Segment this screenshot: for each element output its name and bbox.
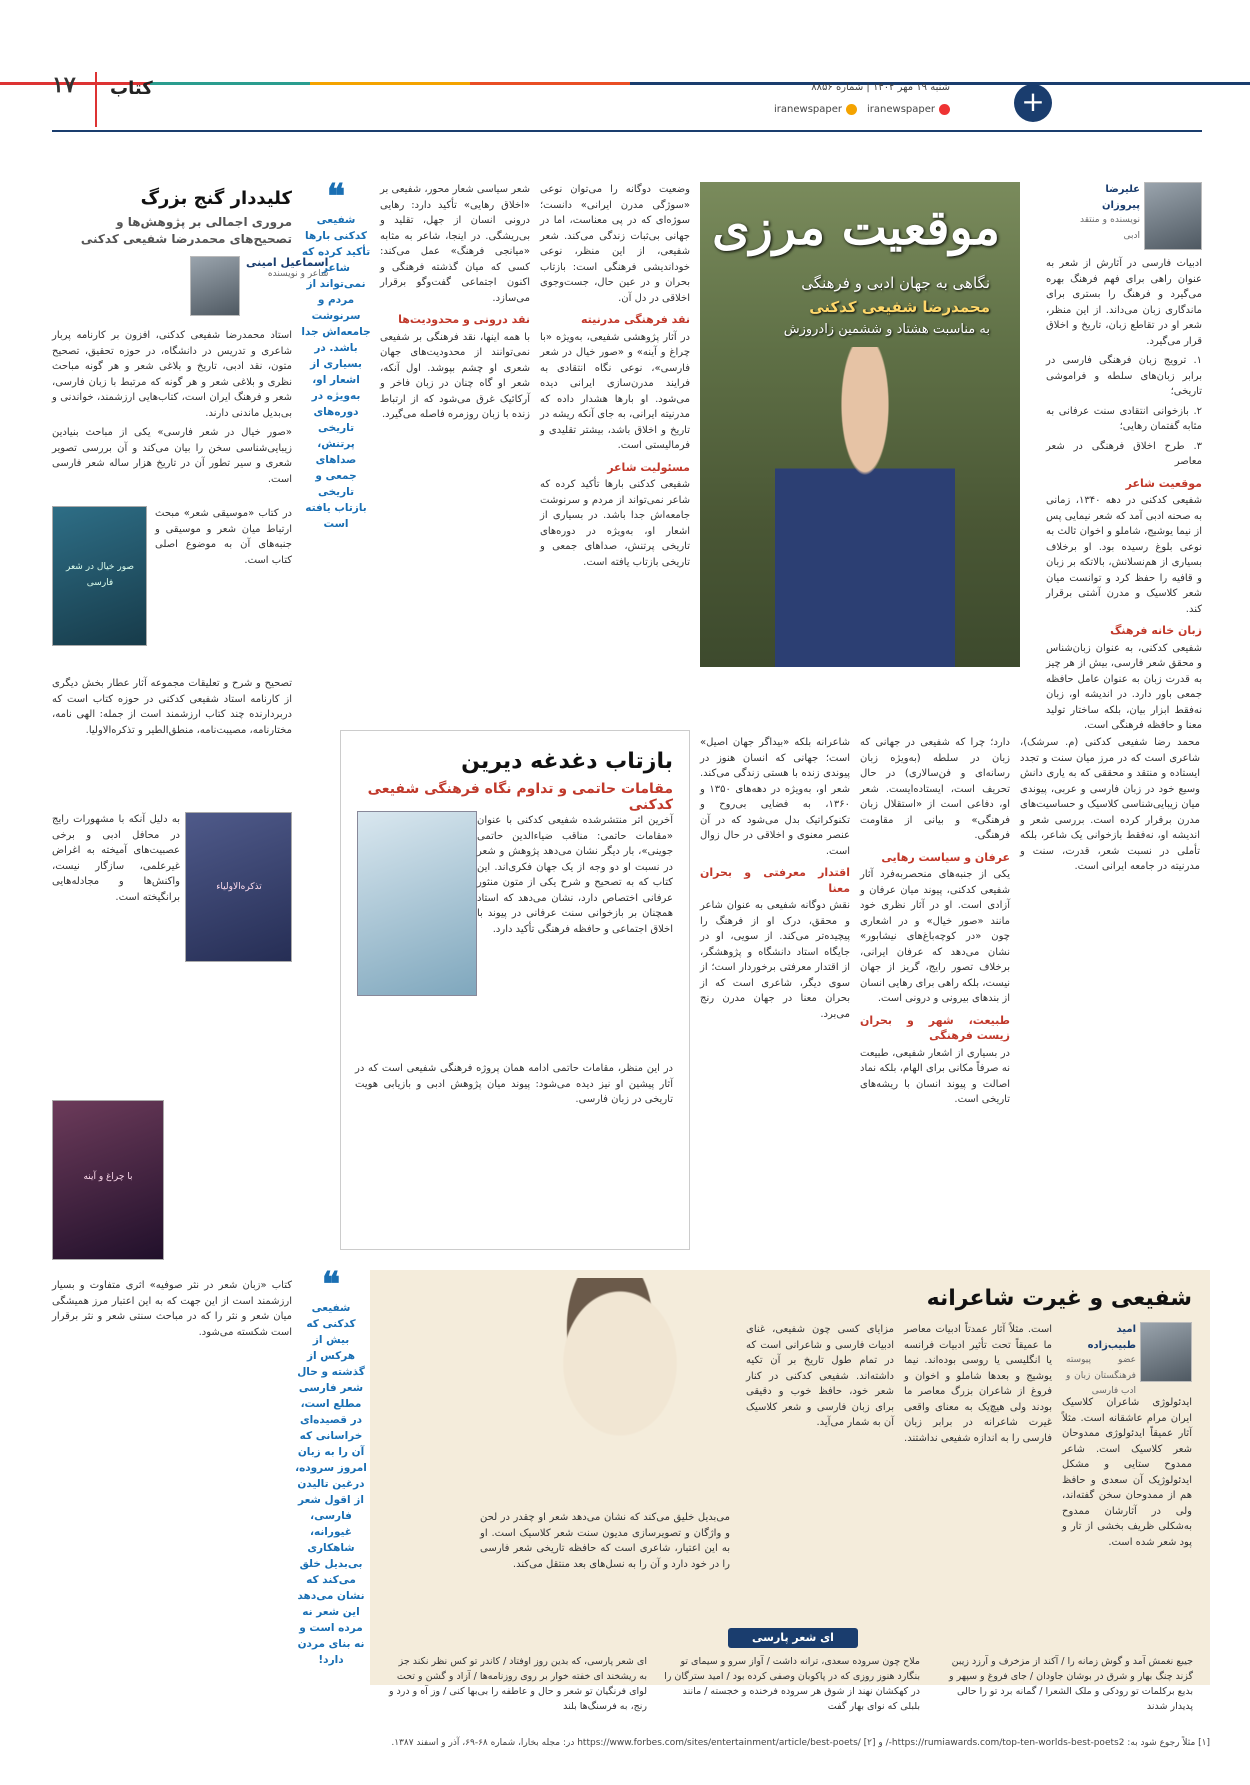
social-handles [774,104,950,115]
list-item: ۱. ترویج زبان فرهنگی فارسی در برابر زبان‌های سلطه و فراموشی تاریخی؛ [1046,355,1202,397]
list-item: ۲. بازخوانی انتقادی سنت عرفانی به مثابه گفتمان رهایی؛ [1046,405,1202,432]
page-number: ۱۷ [52,72,76,98]
subheading: نقد درونی و محدودیت‌ها [398,313,530,326]
sidebar-box [340,730,690,1250]
paragraph: به دلیل آنکه با مشهورات رایج در محافل ادبی و برخی عصبیت‌های آمیخته به اغراض غیرعلمی، سازگار نیست، واکنش‌ها و مجادله‌هایی برانگیخته است. [52,814,180,903]
header-divider [95,72,97,127]
side-article-body-5 [52,1278,292,1344]
subheading: موقعیت شاعر [1125,476,1202,490]
paragraph: نقش دوگانه شفیعی به عنوان شاعر و محقق، درک او از فرهنگ را پیچیده‌تر می‌کند. از سویی، او در جایگاه استاد دانشگاه و پژوهشگر، از اقتدار معرفتی برخوردار است؛ از سوی دیگر، شاعری است که از بحران معنا در جهان مدرن رنج می‌برد. [700,900,850,1020]
side-article-subtitle: مروری اجمالی بر پژوهش‌ها و تصحیح‌های محمدرضا شفیعی کدکنی [80,215,292,246]
paragraph: یکی از جنبه‌های منحصربه‌فرد آثار شفیعی کدکنی، پیوند میان عرفان و آزادی است. او در آثار نظری خود مانند «صور خیال» و در اشعاری چون «در کوچه‌باغ‌های نیشابور» نشان می‌دهد که عرفان ایرانی، برخلاف تصور رایج، گریز از جهان نیست، بلکه راهی برای رهایی انسان از بندهای بیرونی و درونی است. [860,869,1010,1004]
author-role: عضو پیوسته فرهنگستان زبان و ادب فارسی [1066,1355,1136,1396]
paragraph: کتاب «زبان شعر در نثر صوفیه» اثری متفاوت و بسیار ارزشمند است از این جهت که به این اعتبار مرز همیشگی میان شعر و نثر را که در مباحث سنتی شعر و نثر برقرار است شکسته می‌شود. [52,1280,292,1338]
footnotes: [۱] مثلاً رجوع شود به: https://rumiawards.com/top-ten-worlds-best-poets2-/ و https://www.forbes.com/sites/entertainment/article/best-poets/ [۲] در: مجله بخارا، شماره ۶۸-۶۹، آذر و اسفند ۱۳۸۷. [391,1738,1210,1748]
essay-pull-quote [295,1265,367,1668]
portrait-sketch [510,1278,710,1503]
middle-column-c [1020,735,1200,879]
telegram-icon [846,104,857,115]
section-title: کتاب [110,78,153,99]
instagram-handle[interactable]: iranewspaper [867,104,950,115]
subheading: نقد فرهنگی مدرنیته [580,313,690,326]
author-name: علیرضا پیروزان [1102,184,1140,211]
feature-author-caption [1080,182,1140,244]
issue-date: شنبه ۱۹ مهر ۱۴۰۲ | شماره ۸۸۵۶ [811,82,950,93]
paragraph: تصحیح و شرح و تعلیقات مجموعه آثار عطار بخش دیگری از کارنامه استاد شفیعی کدکنی در حوزه کتاب است که دربردارنده چند کتاب ارزشمند است از جمله: الهی نامه، مختارنامه، مصیبت‌نامه، منطق‌الطیر و تذکره‌الاولیا. [52,678,292,736]
essay-column-3 [746,1322,894,1435]
paragraph: در آثار پژوهشی شفیعی، به‌ویژه «با چراغ و آینه» و «صور خیال در شعر فارسی»، نوعی نگاه انتقادی به فرایند مدرن‌سازی ایرانی دیده می‌شود. او بارها هشدار داده که مدرنیته ایرانی، به جای آنکه ریشه در تاریخ و اخلاق باشد، بیشتر تقلیدی و فرمالیستی است. [540,331,690,451]
instagram-icon [939,104,950,115]
paragraph: «صور خیال در شعر فارسی» یکی از مباحث بنیادین زیبایی‌شناسی سخن را بیان می‌کند و آن بررسی تصویر شعری و سیر تطور آن در تاریخ هزار ساله شعر فارسی است. [52,427,292,485]
paragraph: محمد رضا شفیعی کدکنی (م. سرشک)، شاعری است که در مرز میان سنت و تجدد ایستاده و منتقد و محققی که به یاری دانش وسیع خود در زبان فارسی و عربی، پیوندی میان زیبایی‌شناسی کلاسیک و حساسیت‌های مدرن برقرار کرده است. بررسی شعر و اندیشه او، نه‌فقط بازخوانی یک شاعر، بلکه تأملی در نسبت شعر، قدرت، سنت و مدرنیته در جامعه ایرانی است. [1020,737,1200,872]
feature-occasion: به مناسبت هشتاد و ششمین زادروزش [783,322,990,337]
essay-author [1140,1322,1192,1382]
paragraph: است. مثلاً آثار عمدتاً ادبیات معاصر ما عمیقاً تحت تأثیر ادبیات فرانسه یا انگلیسی یا روسی بوده‌اند. نیما یوشیج و بعدها شاملو و اخوان و فروغ از شاعران بزرگ معاصر ما بودند ولی هیچ‌یک به معنای واقعی غیرت شاعرانه در برابر زبان فارسی را به اندازه شفیعی نداشتند. [904,1324,1052,1444]
author-photo [1144,182,1202,250]
subheading: عرفان و سیاست رهایی [881,850,1010,864]
paragraph: شفیعی کدکنی در دهه ۱۳۴۰، زمانی به صحنه ادبی آمد که شعر نیمایی پس از نیما یوشیج، شاملو و اخوان ثالث به نوعی بلوغ رسیده بود. او برخلاف بسیاری از هم‌نسلانش، بالاتکه بر زبان و قافیه را حفظ کرد و توانست میان شعر کلاسیک و مدرن آشتی برقرار کند. [1046,495,1202,615]
book-cover [357,811,477,996]
paragraph: شفیعی کدکنی، به عنوان زبان‌شناس و محقق شعر فارسی، بیش از هر چیز به قدرت زبان به عنوان عامل حافظه جمعی باور دارد. در اندیشه او، زبان نه‌فقط ابزار بیان، بلکه ساختار تولید معنا و حافظه فرهنگی است. [1046,642,1202,731]
paragraph: مزایای کسی چون شفیعی، غنای ادبیات فارسی و شاعرانی است که در تمام طول تاریخ بر آن تکیه داشته‌اند. شفیعی کدکنی در کنار شعر خود، حافظ خوب و دقیقی برای زبان فارسی و شعر کلاسیک آن به شمار می‌آید. [746,1324,894,1428]
portrait-illustration [775,347,955,667]
side-author [190,256,328,316]
paragraph: شفیعی کدکنی بارها تأکید کرده که شاعر نمی‌تواند از مردم و سرنوشت جامعه‌اش جدا باشد. در بسیاری از اشعار او، به‌ویژه در دوره‌های تاریخی پرتنش، صداهای جمعی و تاریخی بازتاب یافته است. [540,479,690,568]
side-article-body-2 [155,506,292,572]
poem-body [388,1654,1193,1714]
paragraph: ایدئولوژی شاعران کلاسیک ایران مرام عاشقانه است. مثلاً آثار عمیقاً ایدئولوژی ممدوحان شعر کلاسیک است. شاعر ممدوح ستایی و مشکل ایدئولوژیک آن سعدی و حافظ هم از ممدوحان سخن گفته‌اند، ولی در آثارشان ممدوح به‌شکلی ظریف بخشی از تار و پود شعر شده است. [1062,1397,1192,1548]
pull-quote-text: شفیعی کدکنی بارها تأکید کرده که شاعر نمی‌تواند از مردم و سرنوشت جامعه‌اش جدا باشد. در بسیاری از اشعار او، به‌ویژه در دوره‌های تاریخی پرتنش، صداهای جمعی و تاریخی بازتاب یافته است [301,214,371,530]
list-item: ۳. طرح اخلاق فرهنگی در شعر معاصر [1046,440,1202,467]
author-name: اسماعیل امینی [246,256,329,269]
telegram-handle[interactable]: iranewspaper [774,104,857,115]
paragraph: شاعرانه بلکه «بیداگر جهان اصیل» است؛ جهانی که انسان هنوز در پیوندی زنده با هستی زندگی می‌کند. شعر او، به‌ویژه در دهه‌های ۱۳۵۰ و ۱۳۶۰، به فضایی بی‌روح و تکنوکراتیک بدل می‌شود که در آن عنصر معنوی و اخلاقی در حال زوال است. [700,737,850,857]
box-body-2 [355,1061,673,1112]
subheading: طبیعت، شهر و بحران زیست فرهنگی [860,1013,1010,1042]
author-photo [190,256,240,316]
paragraph: استاد محمدرضا شفیعی کدکنی، افزون بر کارنامه پربار شاعری و تدریس در دانشگاه، در حوزه تحقیق، تصحیح متون، نقد ادبی، تاریخ و بلاغی شعر و هر گونه مباحث نظری و بلاغی شعر و هر گونه که مرتبط با زبان فارسی، شعر و فرهنگ ایران است، کتاب‌هایی ارزشمند، خواندنی و بی‌بدیل ماندنی دارند. [52,330,292,419]
side-article-title: کلیددار گنج بزرگ [140,188,292,209]
subheading: مسئولیت شاعر [607,460,690,474]
side-article-body-3 [52,676,292,742]
essay-column-1 [1062,1395,1192,1554]
essay-column-4 [480,1510,730,1576]
author-role: نویسنده و منتقد ادبی [1080,215,1140,241]
paragraph: شعر سیاسی شعار محور، شفیعی بر «اخلاق رهایی» تأکید دارد: رهایی درونی انسان از جهل، تقلید و بی‌ریشگی. در اینجا، شاعر به مثابه «میانجی فرهنگ» عمل می‌کند: کسی که میان گذشته فرهنگی و اکنون اجتماعی گفت‌وگو برقرار می‌سازد. [380,184,530,304]
header-rule [52,130,1202,132]
header-color-stripe [0,70,1250,73]
author-photo [1140,1322,1192,1382]
poem-column: ملاح چون سروده سعدی، ترانه داشت / آواز سرو و سیمای تو بنگارد هنوز روزی که در پاکوبان وصفی کرده بود / امید سترگان را در کهکشان نهند از شوق هر سروده فرخنده و خجسته / مانند بلبلی که نوای بهار گفت [664,1656,920,1712]
paragraph: در این منظر، مقامات حاتمی ادامه همان پروژه فرهنگی شفیعی است که در آثار پیشین او نیز دیده می‌شود: پیوند میان پژوهش ادبی و بازیابی هویت تاریخی در زبان فارسی. [355,1063,673,1105]
paragraph: می‌بدیل خلیق می‌کند که نشان می‌دهد شعر او چقدر در لحن و واژگان و تصویرسازی مدیون سنت شعر کلاسیک است. او به این اعتبار، شاعری است که حافظه تاریخی شعر فارسی را در خود دارد و آن را به نسل‌های بعد منتقل می‌کند. [480,1512,730,1570]
poem-column: ای شعر پارسی، که بدین روز اوفتاد / کاندر تو کس نظر نکند جز به ریشخند ای خفته خوار بر روی روزنامه‌ها / آزاد و گشن و تحت لوای فرنگیان تو شعر و حال و عاطفه را بی‌بها کنی / وز آه و درد و رنج، به فرسنگ‌ها بلند [388,1656,647,1712]
feature-kicker: نگاهی به جهان ادبی و فرهنگی [801,274,990,292]
paragraph: وضعیت دوگانه را می‌توان نوعی «سوژگی مدرن ایرانی» دانست؛ سوژه‌ای که در پی معناست، اما در جهانی بی‌ثبات زندگی می‌کند. شعر شفیعی، از این منظر، نوعی خوداندیشی فرهنگی است: بازتاب بحران و در عین حال، جست‌وجوی اخلاقی در دل آن. [540,184,690,304]
feature-hero-image [700,182,1020,667]
essay-author-caption [1066,1322,1136,1400]
side-article-body-4 [52,812,180,909]
feature-column-1 [1046,256,1202,738]
box-subtitle: مقامات حاتمی و تداوم نگاه فرهنگی شفیعی کدکنی [367,781,673,813]
author-role: شاعر و نویسنده [267,269,329,279]
subheading: زبان خانه فرهنگ [1110,624,1202,637]
author-name: امید طبیب‌زاده [1087,1324,1136,1351]
feature-column-3 [380,182,530,427]
book-cover-caption: تذکره‌الاولیاء [216,882,262,892]
book-cover-caption: صور خیال در شعر فارسی [66,562,134,588]
feature-author [1144,182,1202,250]
book-cover-caption: با چراغ و آینه [83,1172,133,1182]
paragraph: در کتاب «موسیقی شعر» مبحث ارتباط میان شعر و موسیقی و جنبه‌های آن به موضوع اصلی کتاب است. [155,508,292,566]
middle-column-b [860,735,1010,1112]
poem-heading: ای شعر پارسی [728,1628,858,1648]
box-title: بازتاب دغدغه دیرین [461,749,673,774]
paragraph: دارد؛ چرا که شفیعی در جهانی که زبان در سلطه (به‌ویژه زبان رسانه‌ای و فن‌سالاری) در حال تحریف است، ایستاده‌ایست. شعر او، دفاعی است از «استقلال زبان فرهنگی» و بیانی از مقاومت فرهنگی. [860,737,1010,841]
pull-quote [300,177,372,532]
newspaper-logo-icon: + [1014,84,1052,122]
paragraph: ادبیات فارسی در آثارش از شعر به عنوان راهی برای فهم فرهنگ بهره می‌گیرد و فرهنگ را بستری برای ماندگاری زبان می‌داند. از این منظر، شعر او در تقاطع زبان، تاریخ و اخلاق قرار می‌گیرد. [1046,258,1202,347]
pull-quote-text: شفیعی کدکنی که بیش از هرکس از گذشته و حال شعر فارسی مطلع است، در قصیده‌ای خراسانی که آن را به زبان امروز سروده، درغین تالیدن از اقول شعر فارسی، غیورانه، شاهکاری بی‌بدیل خلق می‌کند که نشان می‌دهد این شعر نه مرده است و نه بنای مردن دارد! [295,1302,367,1666]
box-body [477,813,673,941]
quote-mark-icon: ❝ [326,177,346,217]
side-article-body [52,328,292,491]
poem-column: جیبع نغمش آمد و گوش زمانه را / آکند از مزخرف و آرزد زیبن گزند چنگ بهار و شرق در بوشان جاودان / جای فروغ و سپهر و بدیع برکلمات تو رودکی و ملک الشعرا / گمانه برد تو را حالی پدیدار شدند [948,1656,1193,1712]
bottom-essay [295,1265,1210,1712]
feature-subject: محمدرضا شفیعی کدکنی [809,298,990,316]
page-header [0,0,1250,130]
paragraph: با همه اینها، نقد فرهنگی بر شفیعی نمی‌توانند از محدودیت‌های جهان شعری او چشم بپوشد. اول آنکه، شعر او گاه چنان در زبان فاخر و آرکائیک غرق می‌شود که از ارتباط زنده با زبان روزمره فاصله می‌گیرد. [380,331,530,420]
paragraph: در بسیاری از اشعار شفیعی، طبیعت نه صرفاً مکانی برای الهام، بلکه نماد اصالت و پیوند انسان با ریشه‌های تاریخی است. [860,1047,1010,1105]
subheading: اقتدار معرفتی و بحران معنا [700,866,850,895]
essay-title: شفیعی و غیرت شاعرانه [926,1286,1192,1311]
feature-column-2 [540,182,690,574]
poem-box [388,1628,1193,1785]
essay-column-2 [904,1322,1052,1450]
middle-column-a [700,735,850,1026]
paragraph: آخرین اثر منتشرشده شفیعی کدکنی با عنوان «مقامات حاتمی: مناقب ضیاءالدین حاتمی جوینی»، بار دیگر نشان می‌دهد پژوهش و شعر در نسبت او دو وجه از یک جهان فکری‌اند. این کتاب که به تصحیح و شرح یکی از متون منثور عرفانی اختصاص دارد، نشان می‌دهد که استاد همچنان بر بازخوانی سنت عرفانی در پیوند با اخلاق اجتماعی و حافظه فرهنگی تأکید دارد. [477,815,673,935]
quote-mark-icon: ❝ [321,1265,341,1305]
feature-title: موقعیت مرزی [712,200,1000,256]
